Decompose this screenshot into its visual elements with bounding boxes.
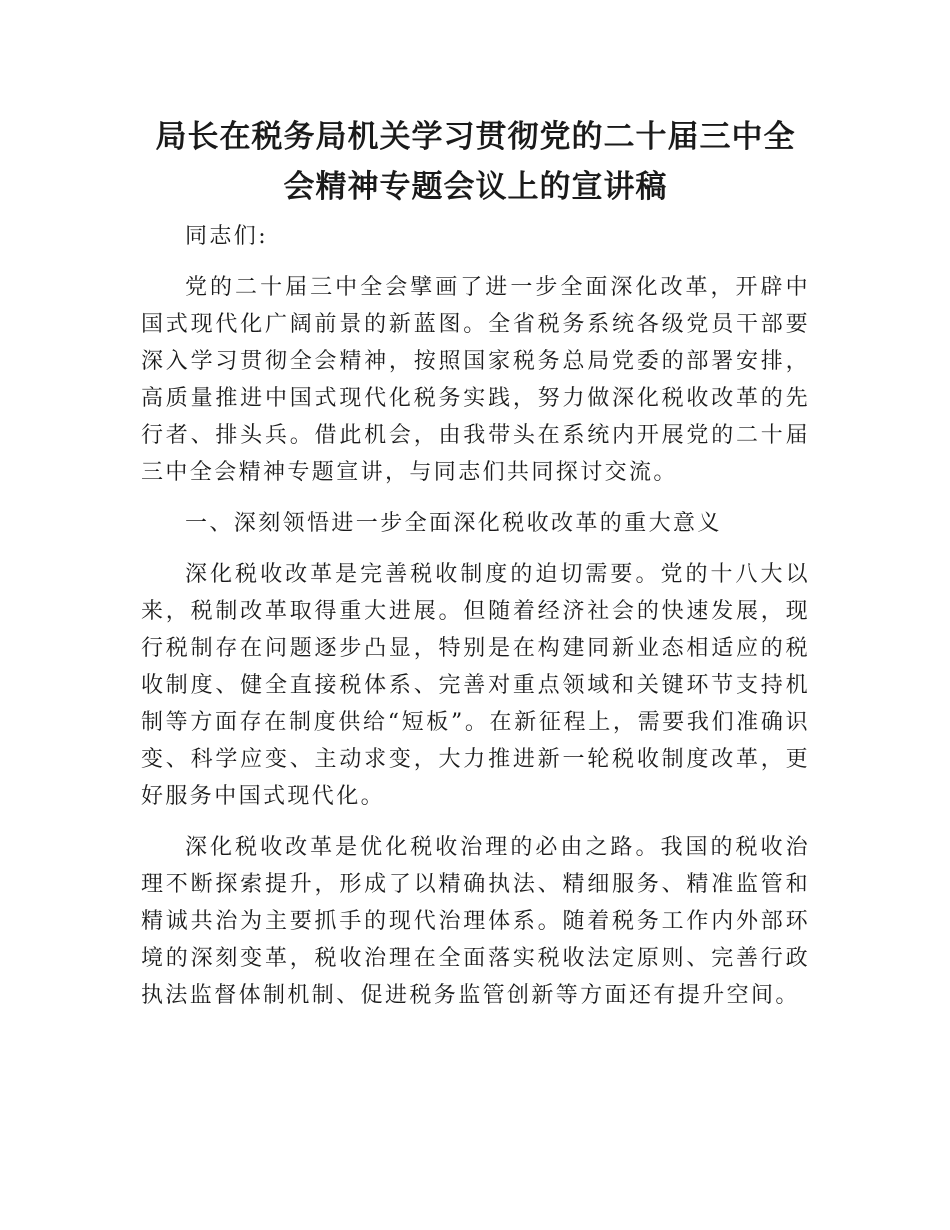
section1-paragraph-2: 深化税收改革是优化税收治理的必由之路。我国的税收治理不断探索提升，形成了以精确执法、精细服务、精准监管和精诚共治为主要抓手的现代治理体系。随着税务工作内外部环境的深刻变革，税收治理在全面落实税收法定原则、完善行政执法监督体制机制、促进税务监管创新等方面还有提升空间。 (141, 835, 810, 1008)
title-line-2: 会精神专题会议上的宣讲稿 (283, 169, 668, 205)
section1-paragraph-1: 深化税收改革是完善税收制度的迫切需要。党的十八大以来，税制改革取得重大进展。但随着经济社会的快速发展，现行税制存在问题逐步凸显，特别是在构建同新业态相适应的税收制度、健全直接税体系、完善对重点领域和关键环节支持机制等方面存在制度供给“短板”。在新征程上，需要我们准确识变、科学应变、主动求变，大力推进新一轮税收制度改革，更好服务中国式现代化。 (141, 562, 810, 809)
intro-paragraph: 党的二十届三中全会擘画了进一步全面深化改革，开辟中国式现代化广阔前景的新蓝图。全省税务系统各级党员干部要深入学习贯彻全会精神，按照国家税务总局党委的部署安排，高质量推进中国式现代化税务实践，努力做深化税收改革的先行者、排头兵。借此机会，由我带头在系统内开展党的二十届三中全会精神专题宣讲，与同志们共同探讨交流。 (141, 275, 810, 485)
greeting: 同志们: (185, 224, 269, 249)
title-line-1: 局长在税务局机关学习贯彻党的二十届三中全 (155, 119, 796, 155)
page-title (141, 112, 810, 212)
section-heading-1: 一、深刻领悟进一步全面深化税收改革的重大意义 (185, 511, 722, 536)
document-body (141, 218, 810, 1014)
